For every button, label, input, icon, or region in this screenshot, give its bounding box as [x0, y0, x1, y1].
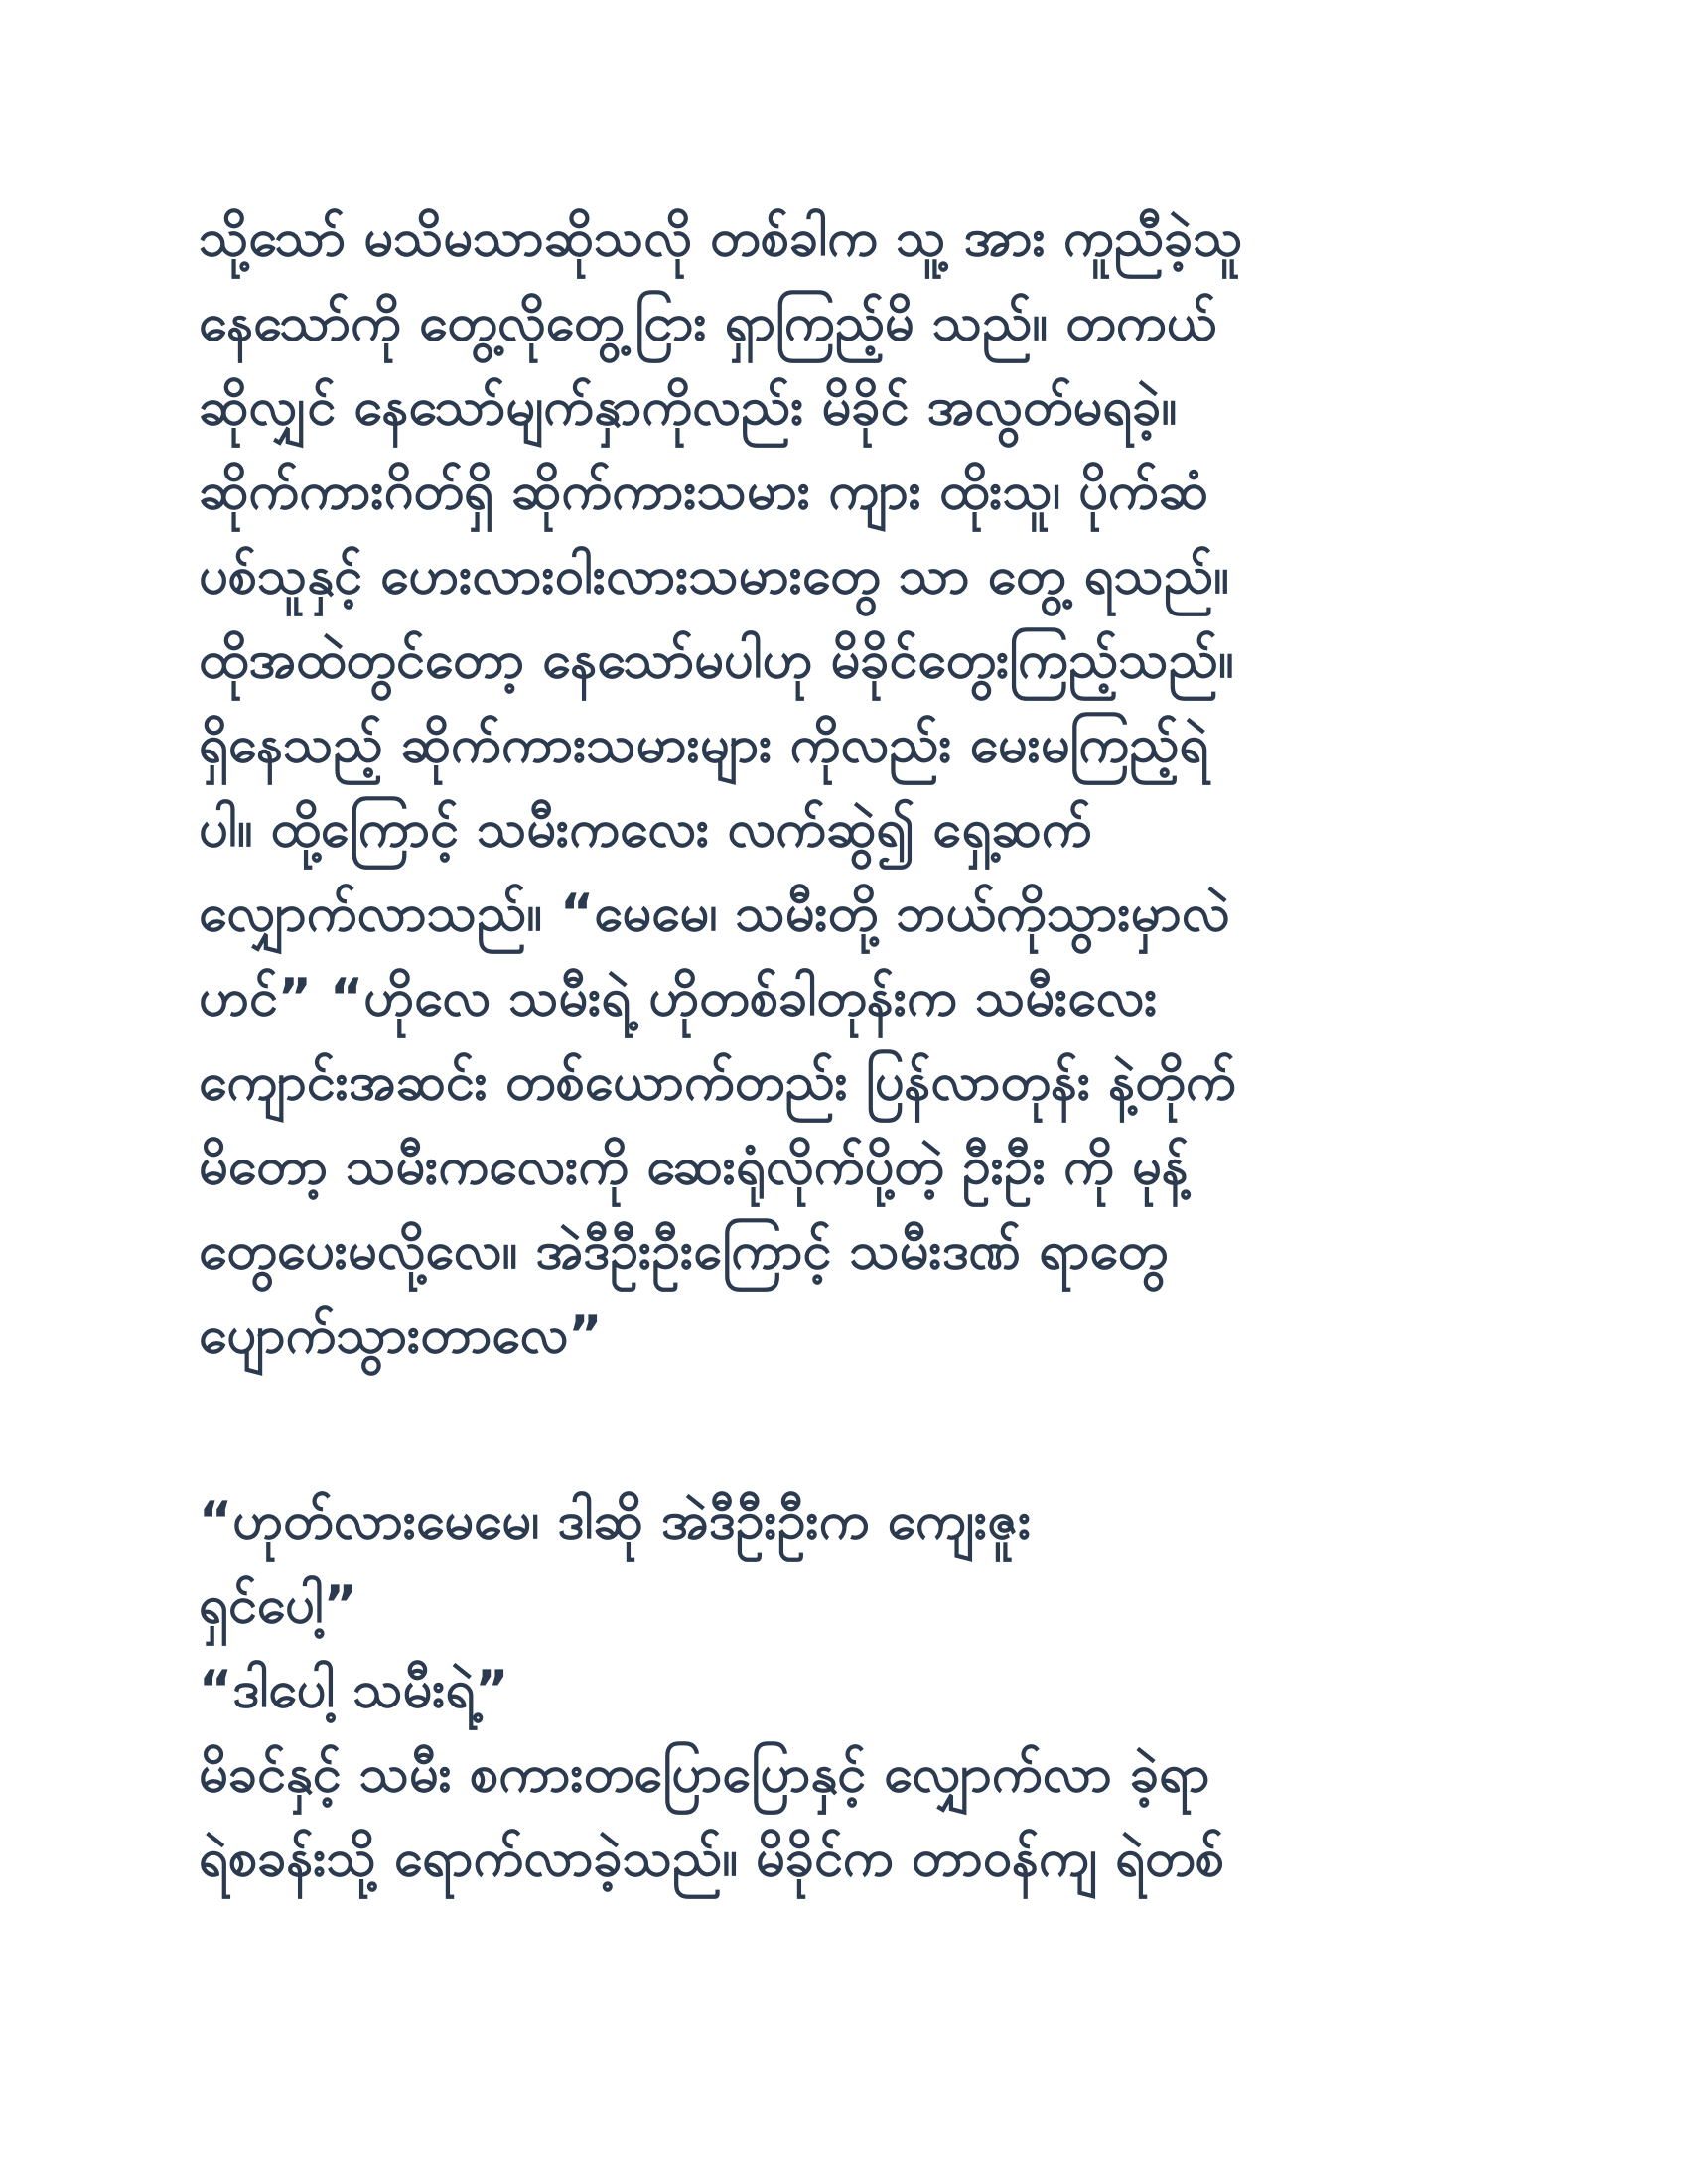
text-line: ပါ။ ထို့ကြောင့် သမီးကလေး လက်ဆွဲ၍ ရှေ့ဆက်: [199, 799, 1092, 859]
text-line: နေသော်ကို တွေ့လိုတွေ့ငြား ရှာကြည့်မိ သည်။ တကယ်: [199, 293, 1217, 352]
text-line: ကျောင်းအဆင်း တစ်ယောက်တည်း ပြန်လာတုန်း နဲ့တိုက်: [199, 1052, 1236, 1112]
text-line: ဆိုက်ကားဂိတ်ရှိ ဆိုက်ကားသမား ကျား ထိုးသူ၊ ပိုက်ဆံ: [199, 462, 1208, 521]
text-line: ပျောက်သွားတာလေ”: [199, 1305, 603, 1365]
text-line: ဟင်” “ဟိုလေ သမီးရဲ့ ဟိုတစ်ခါတုန်းက သမီးလေး: [199, 968, 1158, 1027]
text-line: ရှိနေသည့် ဆိုက်ကားသမားများ ကိုလည်း မေးမကြည့်ရဲ: [199, 715, 1209, 774]
paragraph-2: [199, 1479, 1489, 1901]
text-line: ပစ်သူနှင့် ဟေးလားဝါးလားသမားတွေ သာ တွေ့ ရသည်။: [199, 546, 1229, 606]
text-line: ဆိုလျှင် နေသော်မျက်နှာကိုလည်း မိခိုင် အလွတ်မရခဲ့။: [199, 377, 1178, 437]
text-line: ထိုအထဲတွင်တော့ နေသော်မပါဟု မိခိုင်တွေးကြည့်သည်။: [199, 630, 1234, 690]
text-line: “ဟုတ်လားမေမေ၊ ဒါဆို အဲဒီဦးဦးက ကျေးဇူး: [199, 1491, 1032, 1551]
text-line: မိခင်နှင့် သမီး စကားတပြောပြောနှင့် လျှောက်လာ ခဲ့ရာ: [199, 1744, 1210, 1804]
text-line: ရဲစခန်းသို့ ရောက်လာခဲ့သည်။ မိခိုင်က တာဝန်ကျ ရဲတစ်: [199, 1829, 1224, 1888]
text-line: ရှင်ပေါ့”: [199, 1575, 357, 1635]
text-line: သို့သော် မသိမသာဆိုသလို တစ်ခါက သူ့ အား ကူညီခဲ့သူ: [199, 208, 1243, 268]
text-line: လျှောက်လာသည်။ “မေမေ၊ သမီးတို့ ဘယ်ကိုသွားမှာလဲ: [199, 884, 1230, 943]
text-line: မိတော့ သမီးကလေးကို ဆေးရုံလိုက်ပို့တဲ့ ဦးဦး ကို မုန့်: [199, 1137, 1189, 1196]
text-line: တွေပေးမလို့လေ။ အဲဒီဦးဦးကြောင့် သမီးဒဏ် ရာတွေ: [199, 1221, 1169, 1281]
text-line: “ဒါပေါ့ သမီးရဲ့”: [199, 1660, 509, 1719]
paragraph-1: [199, 197, 1489, 1378]
